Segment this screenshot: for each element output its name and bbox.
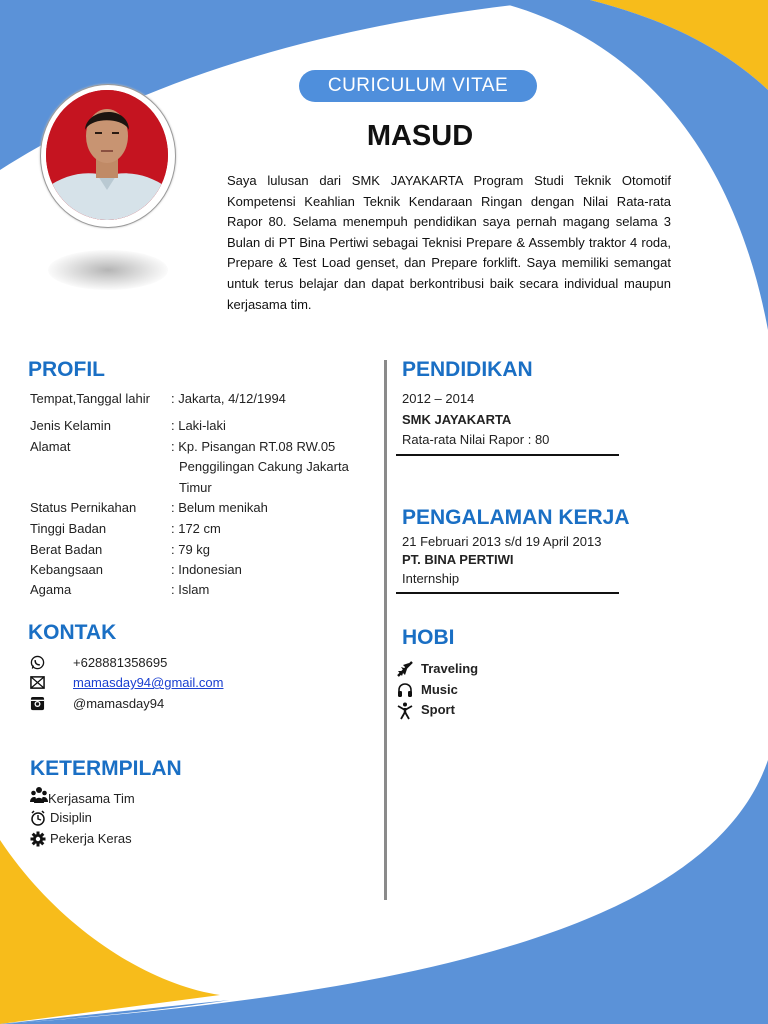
email-line — [30, 675, 330, 693]
experience-divider — [396, 592, 619, 594]
profil-value: : Belum menikah — [171, 500, 268, 515]
profil-label: Alamat — [30, 439, 71, 454]
phone-number: +628881358695 — [73, 655, 168, 670]
hobby-item — [397, 702, 597, 720]
cv-title-badge: CURICULUM VITAE — [299, 70, 537, 102]
profil-label: Status Pernikahan — [30, 500, 137, 515]
profil-value: : Islam — [171, 582, 210, 597]
summary-paragraph: Saya lulusan dari SMK JAYAKARTA Program Studi Teknik Otomotif Kompetensi Keahlian Teknik Kendaraan Ringan dengan Nilai Rata-rata Rapor 80. Selama menempuh pendidikan saya pernah magang selama 3 Bulan di PT Bina Pertiwi sebagai Teknisi Prepare & Assembly traktor 4 roda, Prepare & Test Load genset, dan Prepare forklift. Saya memiliki semangat untuk terus belajar dan dapat berkontribusi baik secara individual maupun kerjasama tim. — [227, 173, 671, 312]
education-divider — [396, 454, 619, 456]
hobby-item — [397, 661, 597, 679]
profil-value: Timur — [179, 480, 212, 495]
instagram-icon — [30, 696, 44, 710]
whatsapp-icon — [30, 655, 44, 669]
bottom-yellow-wave — [0, 840, 220, 1024]
profil-value: : Laki-laki — [171, 418, 226, 433]
profil-label: Jenis Kelamin — [30, 418, 111, 433]
profil-value: : 79 kg — [171, 542, 211, 557]
gear-icon — [30, 831, 46, 847]
profil-value: : Indonesian — [171, 562, 242, 577]
job-role: Internship — [402, 571, 460, 586]
profil-value: : Kp. Pisangan RT.08 RW.05 — [171, 439, 336, 454]
profil-label: Agama — [30, 582, 72, 597]
person-name: MASUD — [366, 120, 474, 152]
profil-value: Penggilingan Cakung Jakarta — [179, 459, 349, 474]
profil-value: : 172 cm — [171, 521, 221, 536]
profil-label: Berat Badan — [30, 542, 103, 557]
instagram-handle: @mamasday94 — [73, 696, 165, 711]
profil-label: Tempat,Tanggal lahir — [30, 391, 150, 406]
instagram-line — [30, 696, 330, 714]
skill-label: Disiplin — [50, 810, 92, 825]
school-name: SMK JAYAKARTA — [402, 412, 512, 427]
education-period: 2012 – 2014 — [402, 391, 475, 406]
skill-label: Pekerja Keras — [50, 831, 132, 846]
pengalaman-heading: PENGALAMAN KERJA — [402, 506, 630, 529]
skill-item — [30, 810, 230, 828]
alarm-clock-icon — [30, 810, 46, 826]
column-divider — [384, 360, 387, 900]
profil-label: Tinggi Badan — [30, 521, 107, 536]
hobby-item — [397, 682, 597, 700]
experience-period: 21 Februari 2013 s/d 19 April 2013 — [402, 534, 602, 549]
photo-shadow — [48, 250, 168, 290]
company-name: PT. BINA PERTIWI — [402, 552, 514, 567]
headphones-icon — [397, 682, 413, 698]
skill-item — [30, 831, 230, 849]
skill-item — [30, 786, 230, 806]
team-icon — [30, 786, 46, 802]
hobby-label: Sport — [421, 702, 455, 717]
school-grade: Rata-rata Nilai Rapor : 80 — [402, 432, 550, 447]
hobby-label: Traveling — [421, 661, 479, 676]
profil-heading: PROFIL — [28, 358, 105, 381]
skill-label: Kerjasama Tim — [48, 791, 135, 806]
pendidikan-heading: PENDIDIKAN — [402, 358, 533, 381]
profil-value: : Jakarta, 4/12/1994 — [171, 391, 286, 406]
email-link[interactable]: mamasday94@gmail.com — [73, 675, 224, 690]
hobby-label: Music — [421, 682, 458, 697]
profil-label: Kebangsaan — [30, 562, 104, 577]
mail-icon — [30, 675, 44, 689]
kontak-heading: KONTAK — [28, 621, 117, 644]
person-exercise-icon — [397, 702, 413, 718]
airplane-icon — [397, 661, 413, 677]
hobi-heading: HOBI — [402, 626, 455, 649]
profile-photo — [46, 90, 168, 220]
ketrampilan-heading: KETERMPILAN — [30, 757, 182, 780]
phone-line — [30, 655, 330, 673]
